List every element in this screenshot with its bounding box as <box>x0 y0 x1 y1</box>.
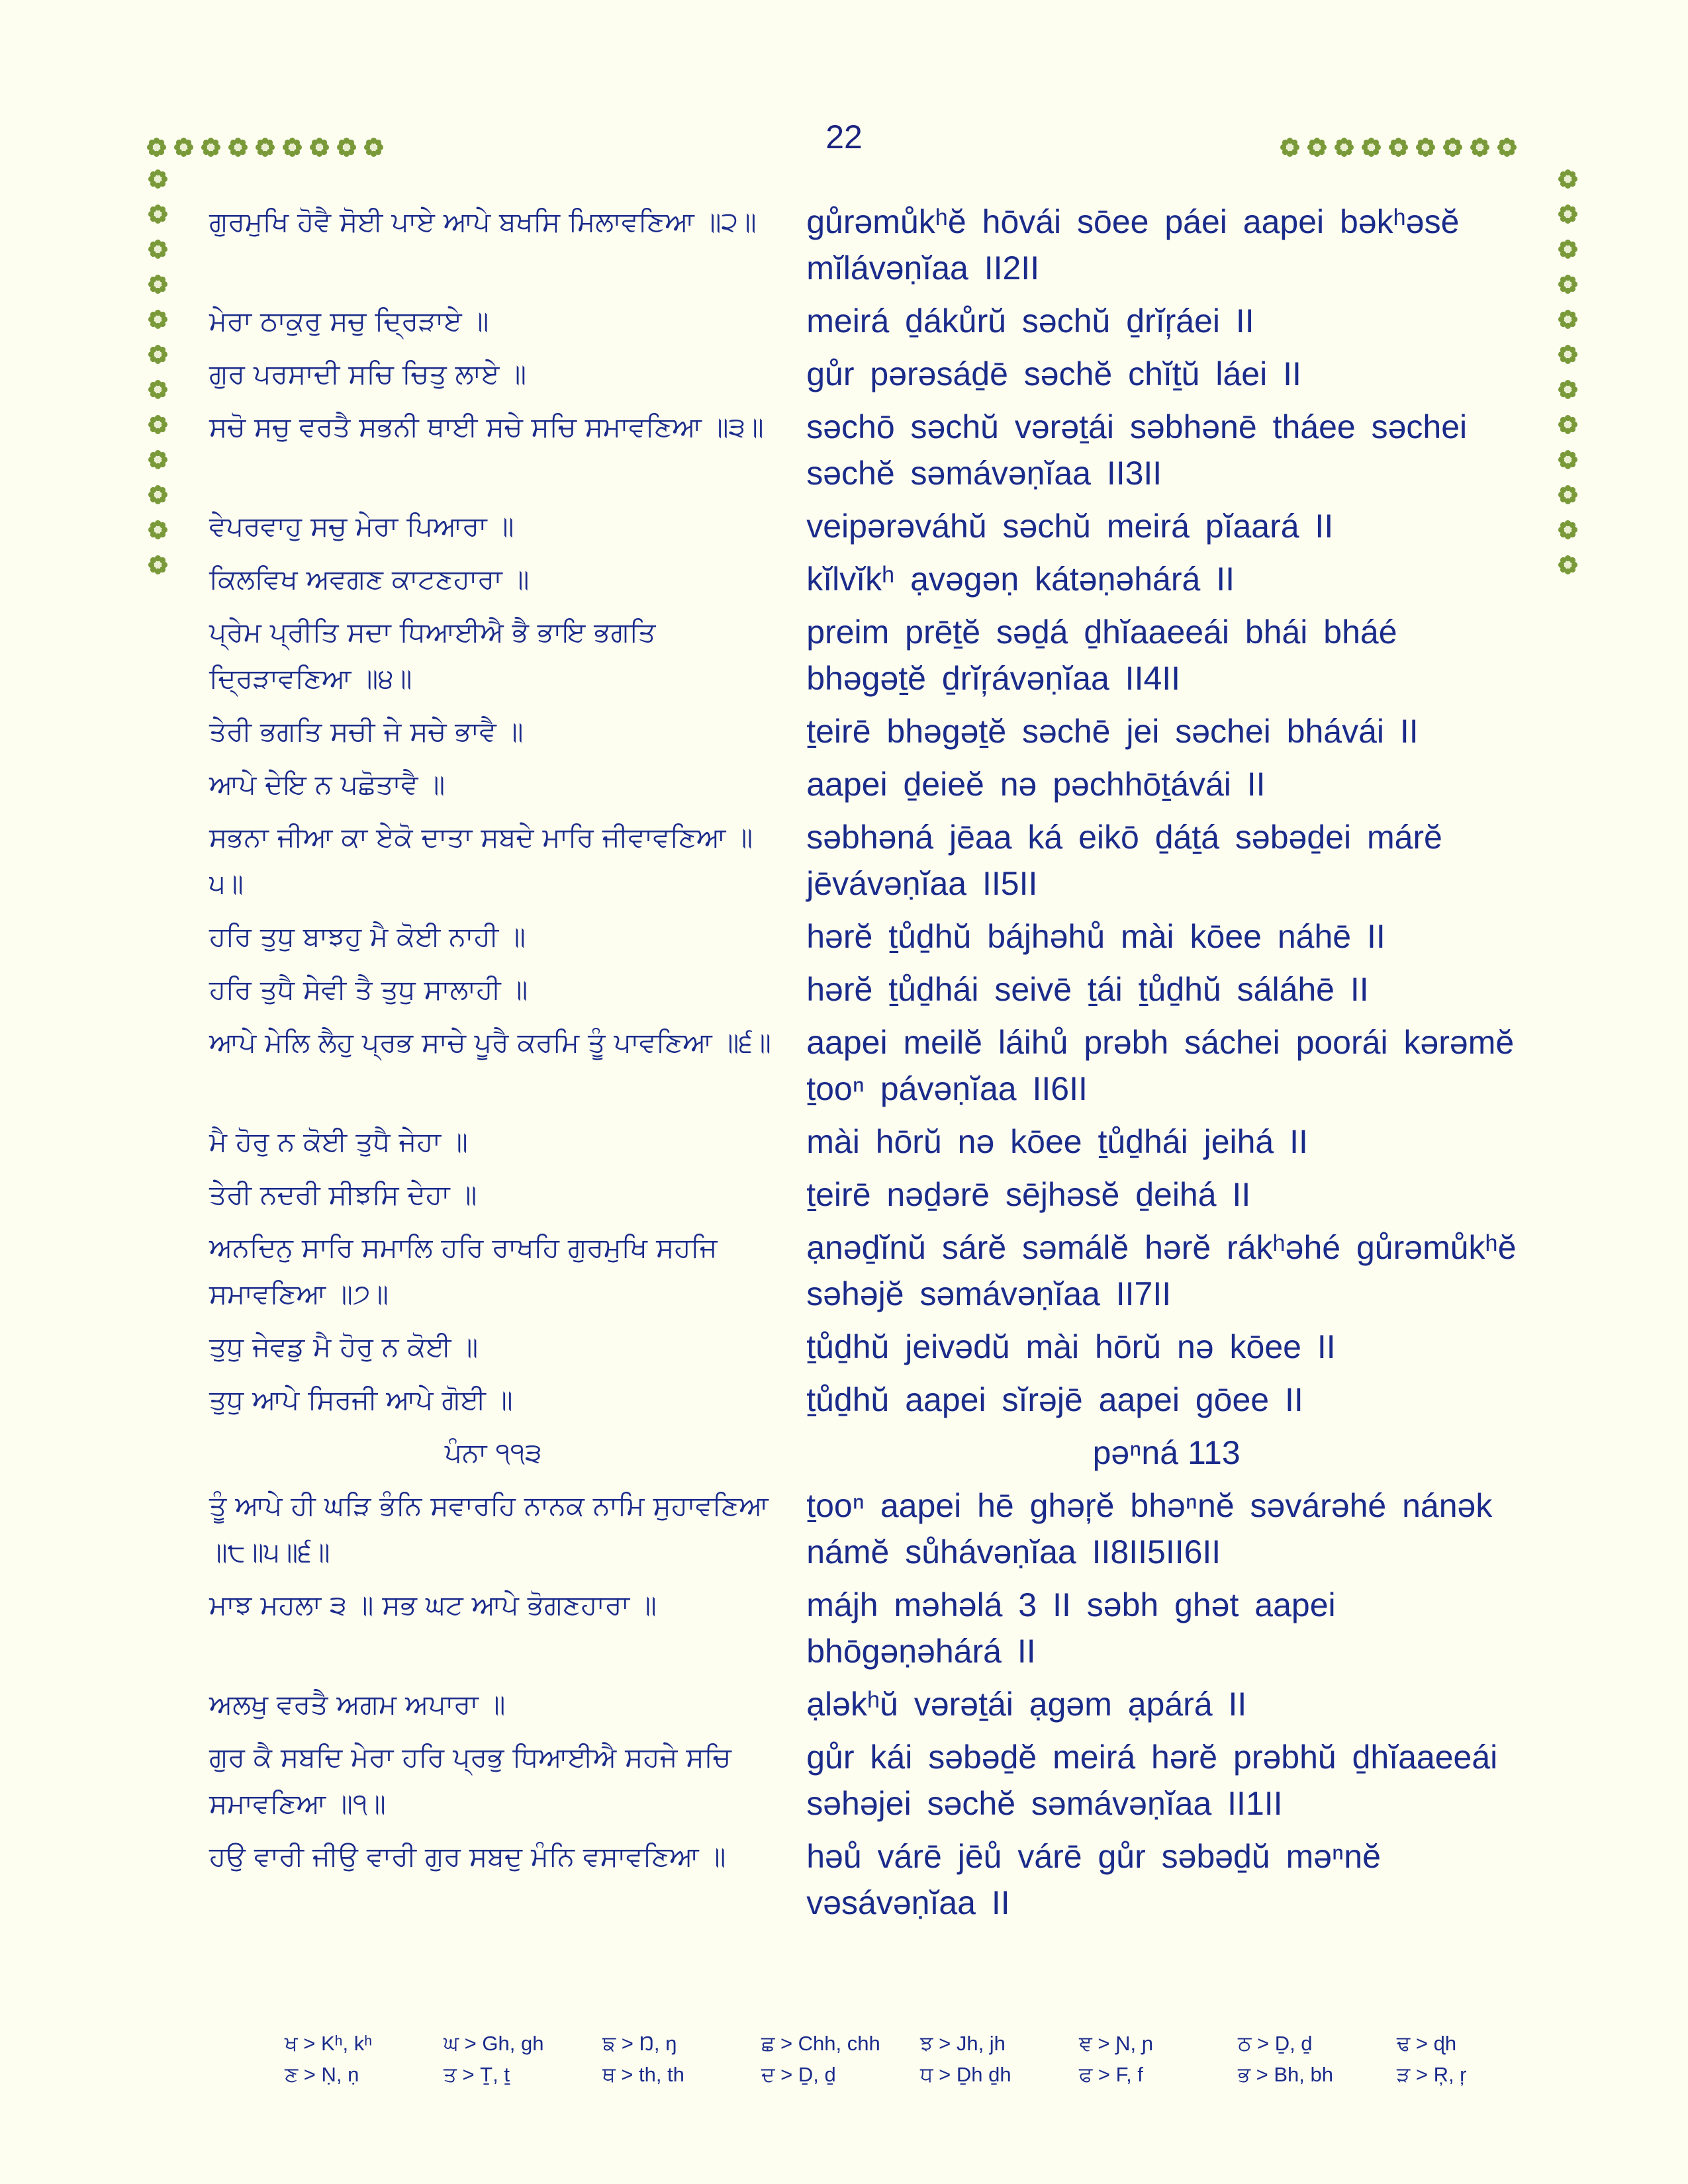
gurmukhi-text: ਆਪੇ ਦੇਇ ਨ ਪਛੋਤਾਵੈ ॥ <box>209 768 445 800</box>
verse-row <box>209 1118 1526 1165</box>
gurmukhi-text: ਗੁਰ ਕੈ ਸਬਦਿ ਮੇਰਾ ਹਰਿ ਪ੍ਰਭੁ ਧਿਆਈਐ ਸਹਜੇ ਸਚਿ ਸਮਾਵਣਿਆ ॥੧॥ <box>209 1741 731 1819</box>
gurmukhi-text: ਸਭਨਾ ਜੀਆ ਕਾ ਏਕੋ ਦਾਤਾ ਸਬਦੇ ਮਾਰਿ ਜੀਵਾਵਣਿਆ ॥੫॥ <box>209 821 753 899</box>
verse-row <box>209 814 1526 907</box>
transliteration-text: májh məhəlá 3 II səbh ghət aapei bhōgəṇəhárá II <box>806 1586 1336 1670</box>
verse-row <box>209 503 1526 549</box>
verse-list <box>209 199 1526 1933</box>
ang-marker <box>209 1430 1526 1476</box>
transliteration-legend <box>285 2032 1556 2087</box>
flower-icon <box>147 414 169 435</box>
legend-item: ਖ > Kʰ, kʰ <box>285 2032 373 2055</box>
legend-item: ਠ > Ḏ, ḏ <box>1238 2032 1313 2055</box>
verse-row <box>209 556 1526 602</box>
flower-icon <box>1306 136 1328 158</box>
transliteration-text: gůr pərəsáḏē səchĕ chĭṯŭ láei II <box>806 355 1301 392</box>
transliteration-text: ṯeirē nəḏərē sējhəsĕ ḏeihá II <box>806 1176 1251 1213</box>
transliteration-text: ṯůḏhŭ jeivədŭ mài hōrŭ nə kōee II <box>806 1328 1336 1365</box>
flower-icon <box>308 136 330 158</box>
flower-icon <box>1496 136 1518 158</box>
flower-icon <box>1360 136 1382 158</box>
flower-icon <box>147 554 169 576</box>
flower-icon <box>1442 136 1464 158</box>
gurmukhi-text: ਮਾਝ ਮਹਲਾ ੩ ॥ ਸਭ ਘਟ ਆਪੇ ਭੋਗਣਹਾਰਾ ॥ <box>209 1589 657 1621</box>
legend-item: ਣ > Ṇ, ṇ <box>285 2063 359 2086</box>
flower-icon <box>147 449 169 471</box>
legend-item: ਥ > th, th <box>602 2063 684 2086</box>
transliteration-text: gůrəmůkʰĕ hōvái sōee páei aapei bəkʰəsĕ mĭlávəṇĭaa II2II <box>806 203 1460 287</box>
flower-icon <box>1557 168 1579 190</box>
verse-row <box>209 1377 1526 1423</box>
flower-icon <box>1557 343 1579 365</box>
verse-row <box>209 1582 1526 1674</box>
flower-icon <box>1279 136 1301 158</box>
flower-icon <box>200 136 222 158</box>
page-number: 22 <box>825 118 863 156</box>
ornament-border-top-right <box>1279 136 1518 158</box>
ornament-border-top-left <box>146 136 385 158</box>
transliteration-text: ạnəḏĭnŭ sárĕ səmálĕ hərĕ rákʰəhé gůrəmůkʰĕ səhəjĕ səmávəṇĭaa II7II <box>806 1229 1517 1312</box>
flower-icon <box>146 136 167 158</box>
verse-row <box>209 351 1526 397</box>
verse-row <box>209 404 1526 496</box>
gurmukhi-text: ਸਚੋ ਸਚੁ ਵਰਤੈ ਸਭਨੀ ਥਾਈ ਸਚੇ ਸਚਿ ਸਮਾਵਣਿਆ ॥੩॥ <box>209 411 764 443</box>
transliteration-text: gůr kái səbəḏĕ meirá hərĕ prəbhŭ ḏhĭaaeeái səhəjei səchĕ səmávəṇĭaa II1II <box>806 1739 1498 1822</box>
gurmukhi-text: ਮੇਰਾ ਠਾਕੁਰੁ ਸਚੁ ਦ੍ਰਿੜਾਏ ॥ <box>209 305 489 337</box>
flower-icon <box>1557 238 1579 260</box>
transliteration-text: hərĕ ṯůḏhŭ bájhəhů mài kōee náhē II <box>806 918 1385 955</box>
flower-icon <box>147 484 169 506</box>
verse-row <box>209 708 1526 754</box>
flower-icon <box>1557 519 1579 541</box>
legend-item: ੜ > Ŗ, ŗ <box>1397 2063 1467 2086</box>
flower-icon <box>147 273 169 295</box>
verse-row <box>209 761 1526 807</box>
verse-row <box>209 966 1526 1013</box>
transliteration-text: meirá ḏákůrŭ səchŭ ḏrĭŗáei II <box>806 302 1254 340</box>
gurmukhi-text: ਗੁਰਮੁਖਿ ਹੋਵੈ ਸੋਈ ਪਾਏ ਆਪੇ ਬਖਸਿ ਮਿਲਾਵਣਿਆ ॥੨॥ <box>209 206 757 238</box>
verse-row <box>209 1019 1526 1112</box>
gurmukhi-text: ਕਿਲਵਿਖ ਅਵਗਣ ਕਾਟਣਹਾਰਾ ॥ <box>209 563 530 595</box>
verse-row <box>209 1324 1526 1370</box>
flower-icon <box>173 136 195 158</box>
verse-row <box>209 1171 1526 1218</box>
transliteration-text: ṯůḏhŭ aapei sĭrəjē aapei gōee II <box>806 1381 1303 1418</box>
transliteration-text: aapei meilĕ láihů prəbh sáchei poorái kərəmĕ ṯooⁿ pávəṇĭaa II6II <box>806 1024 1515 1107</box>
transliteration-text: ṯooⁿ aapei hē ghəŗĕ bhəⁿnĕ səvárəhé nánək námĕ sůhávəṇĭaa II8II5II6II <box>806 1487 1493 1570</box>
gurmukhi-text: ਹਉ ਵਾਰੀ ਜੀਉ ਵਾਰੀ ਗੁਰ ਸਬਦੁ ਮੰਨਿ ਵਸਾਵਣਿਆ ॥ <box>209 1841 726 1872</box>
ornament-border-right <box>1557 168 1579 576</box>
legend-item: ਝ > Jh, jh <box>920 2032 1006 2055</box>
flower-icon <box>1469 136 1491 158</box>
transliteration-text: veipərəváhŭ səchŭ meirá pĭaará II <box>806 508 1334 545</box>
flower-icon <box>281 136 303 158</box>
flower-icon <box>1557 414 1579 435</box>
legend-item: ਧ > Ḏh ḏh <box>920 2063 1011 2086</box>
flower-icon <box>1557 484 1579 506</box>
transliteration-text: preim prēṯĕ səḏá ḏhĭaaeeái bhái bháé bhəgəṯĕ ḏrĭŗávəṇĭaa II4II <box>806 614 1397 697</box>
flower-icon <box>147 519 169 541</box>
flower-icon <box>1387 136 1409 158</box>
gurmukhi-text: ਪ੍ਰੇਮ ਪ੍ਰੀਤਿ ਸਦਾ ਧਿਆਈਐ ਭੈ ਭਾਇ ਭਗਤਿ ਦ੍ਰਿੜਾਵਣਿਆ ॥੪॥ <box>209 616 656 694</box>
gurmukhi-text: ਤੁਧੁ ਆਪੇ ਸਿਰਜੀ ਆਪੇ ਗੋਈ ॥ <box>209 1384 513 1416</box>
flower-icon <box>147 238 169 260</box>
gurmukhi-text: ਤੇਰੀ ਨਦਰੀ ਸੀਝਸਿ ਦੇਹਾ ॥ <box>209 1179 477 1210</box>
verse-row <box>209 298 1526 344</box>
verse-row <box>209 1224 1526 1317</box>
flower-icon <box>1333 136 1355 158</box>
legend-item: ਫ > F, f <box>1079 2063 1143 2086</box>
gurmukhi-text: ਆਪੇ ਮੇਲਿ ਲੈਹੁ ਪ੍ਰਭ ਸਾਚੇ ਪੂਰੈ ਕਰਮਿ ਤੂੰ ਪਾਵਣਿਆ ॥੬॥ <box>209 1026 771 1058</box>
flower-icon <box>1557 273 1579 295</box>
legend-item: ਘ > Gh, gh <box>444 2032 544 2055</box>
verse-row <box>209 1734 1526 1827</box>
flower-icon <box>1415 136 1436 158</box>
transliteration-text: hərĕ ṯůḏhái seivē ṯái ṯůḏhŭ sáláhē II <box>806 971 1369 1008</box>
transliteration-text: mài hōrŭ nə kōee ṯůḏhái jeihá II <box>806 1123 1308 1160</box>
transliteration-text: həů várē jēů várē gůr səbəḏŭ məⁿnĕ vəsávəṇĭaa II <box>806 1838 1381 1921</box>
flower-icon <box>147 168 169 190</box>
transliteration-text: səchō səchŭ vərəṯái səbhənē tháee səchei səchĕ səmávəṇĭaa II3II <box>806 408 1468 492</box>
transliteration-text: pəⁿná 113 <box>1092 1434 1241 1471</box>
gurmukhi-text: ਵੇਪਰਵਾਹੁ ਸਚੁ ਮੇਰਾ ਪਿਆਰਾ ॥ <box>209 510 514 542</box>
transliteration-text: ạləkʰŭ vərəṯái ạgəm ạpárá II <box>806 1686 1247 1723</box>
flower-icon <box>1557 554 1579 576</box>
gurmukhi-text: ਹਰਿ ਤੁਧੁ ਬਾਝਹੁ ਮੈ ਕੋਈ ਨਾਹੀ ॥ <box>209 921 526 952</box>
flower-icon <box>227 136 249 158</box>
verse-row <box>209 199 1526 291</box>
verse-row <box>209 1482 1526 1575</box>
gurmukhi-text: ਅਲਖੁ ਵਰਤੈ ਅਗਮ ਅਪਾਰਾ ॥ <box>209 1688 506 1720</box>
flower-icon <box>1557 449 1579 471</box>
gurmukhi-text: ਤੇਰੀ ਭਗਤਿ ਸਚੀ ਜੇ ਸਚੇ ਭਾਵੈ ॥ <box>209 715 524 747</box>
verse-row <box>209 913 1526 960</box>
gurmukhi-text: ਅਨਦਿਨੁ ਸਾਰਿ ਸਮਾਲਿ ਹਰਿ ਰਾਖਹਿ ਗੁਰਮੁਖਿ ਸਹਜਿ ਸਮਾਵਣਿਆ ॥੭॥ <box>209 1232 718 1310</box>
legend-item: ਞ > Ɲ, ɲ <box>1079 2032 1153 2055</box>
verse-row <box>209 1681 1526 1727</box>
gurmukhi-text: ਤੁਧੁ ਜੇਵਡੁ ਮੈ ਹੋਰੁ ਨ ਕੋਈ ॥ <box>209 1331 479 1363</box>
legend-item: ਢ > ɖh <box>1397 2032 1457 2055</box>
gurmukhi-text: ਮੈ ਹੋਰੁ ਨ ਕੋਈ ਤੁਧੈ ਜੇਹਾ ॥ <box>209 1126 468 1158</box>
gurmukhi-text: ਹਰਿ ਤੁਧੈ ਸੇਵੀ ਤੈ ਤੁਧੁ ਸਾਲਾਹੀ ॥ <box>209 974 528 1005</box>
gurmukhi-text: ਪੰਨਾ ੧੧੩ <box>444 1437 542 1469</box>
ornament-border-left <box>147 168 169 576</box>
transliteration-text: aapei ḏeieĕ nə pəchhōṯávái II <box>806 766 1266 803</box>
flower-icon <box>147 203 169 225</box>
flower-icon <box>254 136 276 158</box>
transliteration-text: səbhəná jēaa ká eikō ḏáṯá səbəḏei márĕ jēvávəṇĭaa II5II <box>806 819 1442 902</box>
flower-icon <box>336 136 357 158</box>
flower-icon <box>147 308 169 330</box>
legend-item: ਤ > Ṯ, ṯ <box>444 2063 510 2086</box>
flower-icon <box>147 343 169 365</box>
flower-icon <box>147 379 169 400</box>
transliteration-text: kĭlvĭkʰ ạvəgəṇ kátəṇəhárá II <box>806 561 1235 598</box>
legend-item: ਙ > Ŋ, ŋ <box>602 2032 677 2055</box>
legend-item: ਛ > Chh, chh <box>761 2032 880 2055</box>
flower-icon <box>1557 379 1579 400</box>
flower-icon <box>363 136 385 158</box>
gurmukhi-text: ਗੁਰ ਪਰਸਾਦੀ ਸਚਿ ਚਿਤੁ ਲਾਏ ॥ <box>209 358 527 390</box>
flower-icon <box>1557 203 1579 225</box>
legend-item: ਭ > Bh, bh <box>1238 2063 1333 2086</box>
gurmukhi-text: ਤੂੰ ਆਪੇ ਹੀ ਘੜਿ ਭੰਨਿ ਸਵਾਰਹਿ ਨਾਨਕ ਨਾਮਿ ਸੁਹਾਵਣਿਆ ॥੮॥੫॥੬॥ <box>209 1490 769 1568</box>
flower-icon <box>1557 308 1579 330</box>
legend-item: ਦ > Ḏ, ḏ <box>761 2063 836 2086</box>
transliteration-text: ṯeirē bhəgəṯĕ səchē jei səchei bhávái II <box>806 713 1419 750</box>
verse-row <box>209 1833 1526 1926</box>
verse-row <box>209 609 1526 702</box>
